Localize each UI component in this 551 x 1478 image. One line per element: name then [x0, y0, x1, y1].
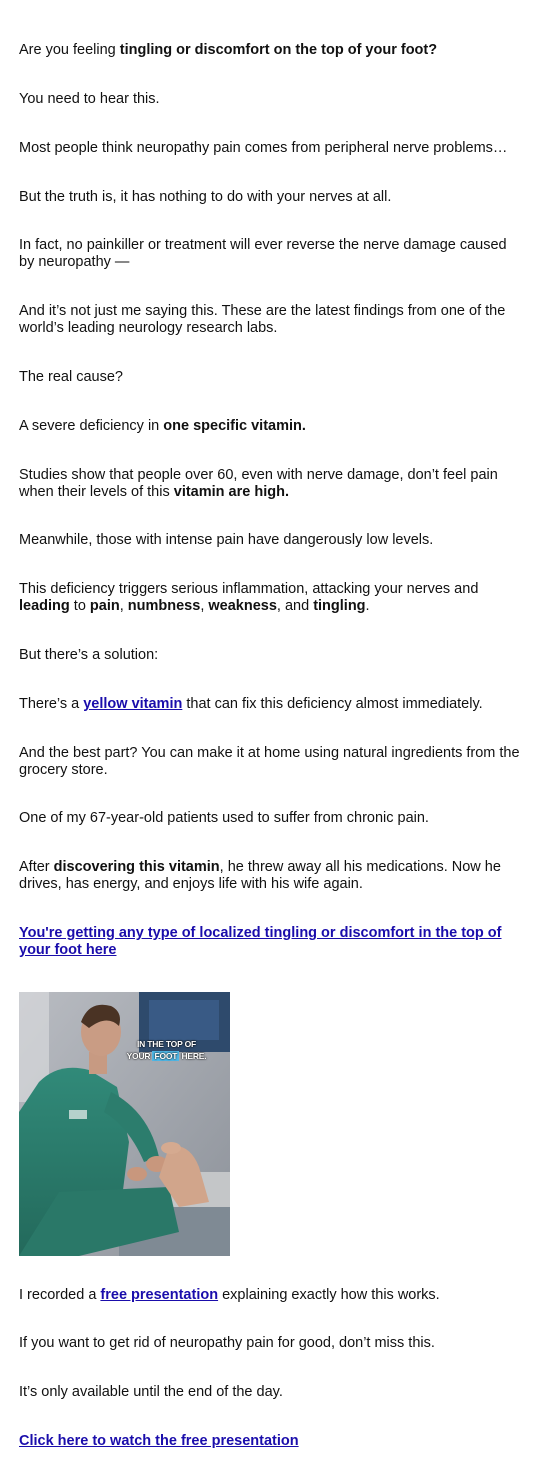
paragraph-real-cause: The real cause?	[19, 369, 123, 385]
paragraph-deficiency	[19, 418, 524, 435]
yellow-vitamin-link[interactable]: yellow vitamin	[83, 696, 183, 712]
word-numbness: numbness	[127, 598, 201, 614]
intro-question-bold: tingling or discomfort on the top of your foot?	[119, 42, 438, 58]
after-pre: After	[19, 859, 54, 875]
foot-exam-photo-illustration	[19, 992, 230, 1256]
paragraph-meanwhile: Meanwhile, those with intense pain have dangerously low levels.	[19, 532, 434, 548]
after-bold: discovering this vitamin	[53, 859, 220, 875]
paragraph-solution: But there’s a solution:	[19, 647, 159, 663]
word-pain: pain	[89, 598, 120, 614]
paragraph-inflammation	[19, 581, 524, 615]
overlay-line-2	[109, 1050, 224, 1062]
paragraph-patient: One of my 67-year-old patients used to suffer from chronic pain.	[19, 810, 429, 826]
overlay-line-1: IN THE TOP OF	[137, 1039, 196, 1049]
studies-text: Studies show that people over 60, even with nerve damage, don’t feel pain when their levels of this	[19, 467, 498, 500]
inflammation-sep-1: to	[69, 598, 90, 614]
headline-link[interactable]: You're getting any type of localized tingling or discomfort in the top of your foot here	[19, 925, 502, 958]
yellow-vitamin-pre: There’s a	[19, 696, 84, 712]
paragraph-no-painkiller: In fact, no painkiller or treatment will ever reverse the nerve damage caused by neuropathy —	[19, 237, 507, 270]
overlay-post: HERE.	[179, 1051, 207, 1061]
paragraph-recorded	[19, 1287, 524, 1304]
after-post: , he threw away all his medications. Now he drives, has energy, and enjoys life with his wife again.	[19, 859, 501, 892]
image-caption-overlay	[109, 1038, 224, 1062]
paragraph-truth: But the truth is, it has nothing to do with your nerves at all.	[19, 189, 392, 205]
deficiency-bold: one specific vitamin.	[163, 418, 306, 434]
inflammation-end: .	[365, 598, 370, 614]
studies-bold: vitamin are high.	[173, 484, 289, 500]
paragraph-best-part: And the best part? You can make it at home using natural ingredients from the grocery store.	[19, 745, 520, 778]
cta-paragraph	[19, 1433, 524, 1450]
intro-question-text: Are you feeling	[19, 42, 120, 58]
overlay-pre: YOUR	[126, 1051, 153, 1061]
paragraph-available: It’s only available until the end of the day.	[19, 1384, 283, 1400]
inflammation-sep-3: ,	[200, 598, 209, 614]
inflammation-text: This deficiency triggers serious inflammation, attacking your nerves and	[19, 581, 479, 597]
word-leading: leading	[19, 598, 70, 614]
inflammation-sep-4: , and	[276, 598, 314, 614]
headline-link-paragraph	[19, 925, 524, 959]
recorded-pre: I recorded a	[19, 1287, 101, 1303]
paragraph-yellow-vitamin	[19, 696, 524, 713]
foot-exam-image[interactable]	[19, 992, 230, 1256]
inflammation-sep-2: ,	[119, 598, 128, 614]
intro-question	[19, 42, 524, 59]
free-presentation-link[interactable]: free presentation	[100, 1287, 219, 1303]
overlay-highlight-foot: FOOT	[154, 1051, 178, 1061]
recorded-post: explaining exactly how this works.	[218, 1287, 440, 1303]
word-tingling: tingling	[313, 598, 366, 614]
watch-presentation-link[interactable]: Click here to watch the free presentation	[19, 1433, 299, 1449]
yellow-vitamin-post: that can fix this deficiency almost immediately.	[182, 696, 483, 712]
paragraph-studies	[19, 467, 524, 501]
paragraph-most-people: Most people think neuropathy pain comes from peripheral nerve problems…	[19, 140, 508, 156]
paragraph-need-to-hear: You need to hear this.	[19, 91, 160, 107]
word-weakness: weakness	[208, 598, 277, 614]
paragraph-get-rid: If you want to get rid of neuropathy pain for good, don’t miss this.	[19, 1335, 435, 1351]
paragraph-after-discovering	[19, 859, 524, 893]
paragraph-research: And it’s not just me saying this. These are the latest findings from one of the world’s leading neurology research labs.	[19, 303, 506, 336]
deficiency-text: A severe deficiency in	[19, 418, 164, 434]
